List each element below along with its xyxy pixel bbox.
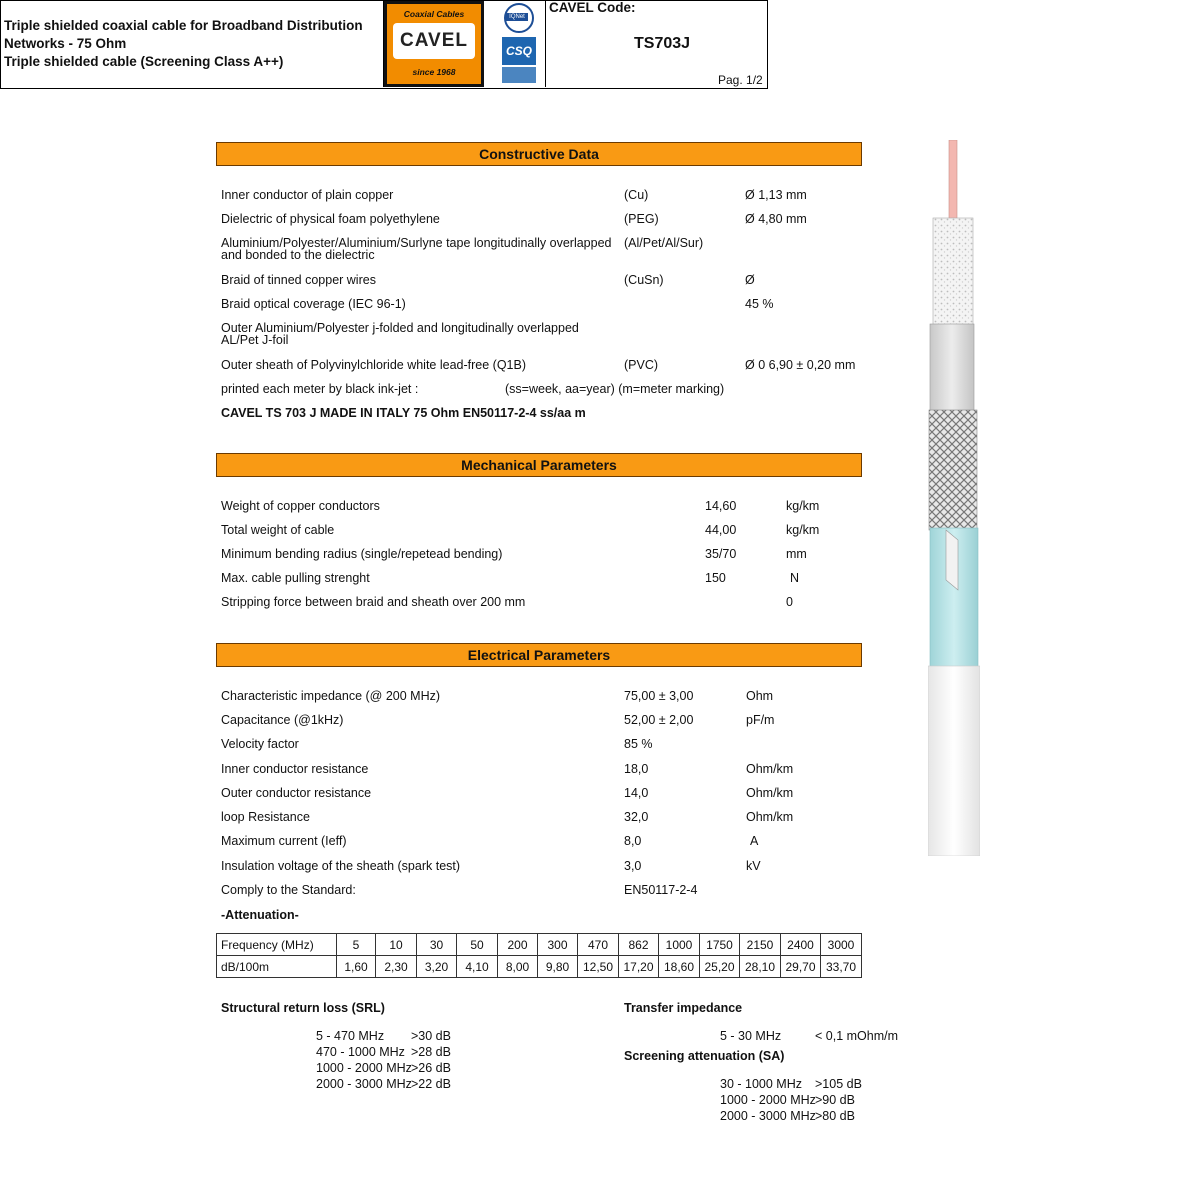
- screening-title: Screening attenuation (SA): [624, 1049, 785, 1063]
- header-box: [0, 0, 768, 89]
- certification-logo: [502, 3, 538, 85]
- mechanical-label: Weight of copper conductors: [221, 499, 380, 513]
- cert-bar: [502, 67, 536, 83]
- electrical-unit: Ohm: [746, 689, 774, 703]
- electrical-label: Inner conductor resistance: [221, 762, 369, 776]
- srl-range: 2000 - 3000 MHz: [316, 1077, 412, 1091]
- electrical-value: 32,0: [624, 810, 649, 824]
- electrical-value: 75,00 ± 3,00: [624, 689, 694, 703]
- table-row: [217, 956, 862, 978]
- table-cell: 9,80: [538, 956, 578, 978]
- cable-dielectric: [933, 218, 973, 326]
- srl-range: 470 - 1000 MHz: [316, 1045, 405, 1059]
- constructive-value: Ø 1,13 mm: [745, 188, 807, 202]
- electrical-value: 14,0: [624, 786, 649, 800]
- table-cell: 2,30: [376, 956, 417, 978]
- table-cell: 1750: [700, 934, 740, 956]
- electrical-unit: Ohm/km: [746, 762, 794, 776]
- code-label: CAVEL Code:: [549, 0, 636, 15]
- mechanical-label: Stripping force between braid and sheath over 200 mm: [221, 595, 526, 609]
- cable-sheath: [928, 666, 980, 856]
- mechanical-label: Max. cable pulling strenght: [221, 571, 370, 585]
- electrical-label: Maximum current (Ieff): [221, 834, 347, 848]
- table-cell: 8,00: [498, 956, 538, 978]
- constructive-label: Inner conductor of plain copper: [221, 188, 394, 202]
- table-row: [217, 934, 862, 956]
- table-cell: 862: [619, 934, 659, 956]
- table-cell: 300: [538, 934, 578, 956]
- mechanical-label: Total weight of cable: [221, 523, 335, 537]
- constructive-abbr: (CuSn): [624, 273, 664, 287]
- printed-note: (ss=week, aa=year) (m=meter marking): [505, 382, 725, 396]
- electrical-label: loop Resistance: [221, 810, 310, 824]
- constructive-value: 45 %: [745, 297, 774, 311]
- logo-brand: CAVEL: [393, 23, 475, 59]
- srl-range: 5 - 470 MHz: [316, 1029, 385, 1043]
- electrical-unit: kV: [746, 859, 761, 873]
- electrical-value: 52,00 ± 2,00: [624, 713, 694, 727]
- attenuation-title: -Attenuation-: [221, 908, 299, 922]
- csq-label: CSQ: [502, 37, 536, 65]
- logo-since: since 1968: [412, 67, 456, 77]
- electrical-label: Capacitance (@1kHz): [221, 713, 344, 727]
- product-title: [4, 17, 384, 71]
- cable-cross-section-image: [928, 140, 980, 856]
- table-cell: 17,20: [619, 956, 659, 978]
- cable-foil: [930, 324, 974, 412]
- constructive-value: Ø: [745, 273, 755, 287]
- transfer-title: Transfer impedance: [624, 1001, 743, 1015]
- table-cell: 3000: [821, 934, 862, 956]
- constructive-label: Braid of tinned copper wires: [221, 273, 376, 287]
- mechanical-value: 14,60: [705, 499, 737, 513]
- constructive-label: Dielectric of physical foam polyethylene: [221, 212, 440, 226]
- mechanical-unit: mm: [786, 547, 807, 561]
- table-cell: 1,60: [337, 956, 376, 978]
- electrical-label: Insulation voltage of the sheath (spark test): [221, 859, 461, 873]
- section-constructive-data: Constructive Data: [216, 142, 862, 166]
- mechanical-value: 35/70: [705, 547, 737, 561]
- electrical-label: Outer conductor resistance: [221, 786, 372, 800]
- constructive-value: Ø 0 6,90 ± 0,20 mm: [745, 358, 856, 372]
- electrical-value: 3,0: [624, 859, 642, 873]
- table-cell: 2400: [781, 934, 821, 956]
- srl-value: >22 dB: [411, 1077, 451, 1091]
- table-cell: 200: [498, 934, 538, 956]
- electrical-value: 85 %: [624, 737, 653, 751]
- electrical-label: Comply to the Standard:: [221, 883, 356, 897]
- table-cell: 50: [457, 934, 498, 956]
- table-cell: 12,50: [578, 956, 619, 978]
- table-cell: 2150: [740, 934, 781, 956]
- cable-braid: [929, 410, 977, 530]
- screening-range: 2000 - 3000 MHz: [720, 1109, 816, 1123]
- marking-text: CAVEL TS 703 J MADE IN ITALY 75 Ohm EN50117-2-4 ss/aa m: [221, 406, 586, 420]
- table-cell: 28,10: [740, 956, 781, 978]
- cavel-logo: [384, 1, 484, 87]
- mechanical-value: 44,00: [705, 523, 737, 537]
- table-cell: Frequency (MHz): [217, 934, 337, 956]
- electrical-value: 18,0: [624, 762, 649, 776]
- transfer-range: 5 - 30 MHz: [720, 1029, 782, 1043]
- attenuation-table: [216, 933, 862, 978]
- mechanical-value: 150: [705, 571, 726, 585]
- table-cell: dB/100m: [217, 956, 337, 978]
- table-cell: 29,70: [781, 956, 821, 978]
- constructive-abbr: (PVC): [624, 358, 659, 372]
- mechanical-unit: kg/km: [786, 523, 820, 537]
- table-cell: 18,60: [659, 956, 700, 978]
- transfer-value: < 0,1 mOhm/m: [815, 1029, 899, 1043]
- title-line: Triple shielded coaxial cable for Broadband Distribution: [4, 18, 363, 33]
- mechanical-unit: N: [790, 571, 800, 585]
- table-cell: 4,10: [457, 956, 498, 978]
- table-cell: 30: [417, 934, 457, 956]
- electrical-label: Velocity factor: [221, 737, 299, 751]
- mechanical-unit: kg/km: [786, 499, 820, 513]
- electrical-unit: Ohm/km: [746, 810, 794, 824]
- section-mechanical-parameters: Mechanical Parameters: [216, 453, 862, 477]
- srl-value: >26 dB: [411, 1061, 451, 1075]
- srl-range: 1000 - 2000 MHz: [316, 1061, 412, 1075]
- table-cell: 25,20: [700, 956, 740, 978]
- page-number: Pag. 1/2: [718, 73, 763, 87]
- constructive-abbr: (Al/Pet/Al/Sur): [624, 236, 704, 250]
- screening-value: >90 dB: [815, 1093, 855, 1107]
- table-cell: 1000: [659, 934, 700, 956]
- table-cell: 470: [578, 934, 619, 956]
- electrical-unit: pF/m: [746, 713, 775, 727]
- electrical-value: 8,0: [624, 834, 642, 848]
- title-line: Triple shielded cable (Screening Class A++): [4, 54, 284, 69]
- constructive-abbr: (Cu): [624, 188, 649, 202]
- constructive-label: Aluminium/Polyester/Aluminium/Surlyne tape longitudinally overlapped and bonded to the dielectric: [221, 236, 612, 262]
- section-electrical-parameters: Electrical Parameters: [216, 643, 862, 667]
- constructive-label: Outer Aluminium/Polyester j-folded and longitudinally overlapped AL/Pet J-foil: [221, 321, 579, 347]
- title-line: Networks - 75 Ohm: [4, 36, 127, 51]
- mechanical-label: Minimum bending radius (single/repetead bending): [221, 547, 503, 561]
- printed-label: printed each meter by black ink-jet :: [221, 382, 419, 396]
- product-code: TS703J: [634, 35, 691, 52]
- constructive-label: Braid optical coverage (IEC 96-1): [221, 297, 406, 311]
- constructive-label: Outer sheath of Polyvinylchloride white lead-free (Q1B): [221, 358, 527, 372]
- constructive-value: Ø 4,80 mm: [745, 212, 807, 226]
- cable-inner-conductor: [949, 140, 957, 220]
- table-cell: 3,20: [417, 956, 457, 978]
- srl-title: Structural return loss (SRL): [221, 1001, 385, 1015]
- electrical-value: EN50117-2-4: [624, 883, 698, 897]
- table-cell: 33,70: [821, 956, 862, 978]
- srl-value: >30 dB: [411, 1029, 451, 1043]
- electrical-unit: A: [750, 834, 759, 848]
- table-cell: 10: [376, 934, 417, 956]
- divider: [545, 0, 546, 87]
- srl-value: >28 dB: [411, 1045, 451, 1059]
- screening-value: >80 dB: [815, 1109, 855, 1123]
- iqnet-label: IQNet: [506, 13, 528, 21]
- mechanical-unit: 0: [786, 595, 793, 609]
- constructive-abbr: (PEG): [624, 212, 659, 226]
- screening-range: 1000 - 2000 MHz: [720, 1093, 816, 1107]
- table-cell: 5: [337, 934, 376, 956]
- electrical-unit: Ohm/km: [746, 786, 794, 800]
- logo-tagline: Coaxial Cables: [403, 9, 465, 19]
- screening-value: >105 dB: [815, 1077, 862, 1091]
- screening-range: 30 - 1000 MHz: [720, 1077, 802, 1091]
- electrical-label: Characteristic impedance (@ 200 MHz): [221, 689, 441, 703]
